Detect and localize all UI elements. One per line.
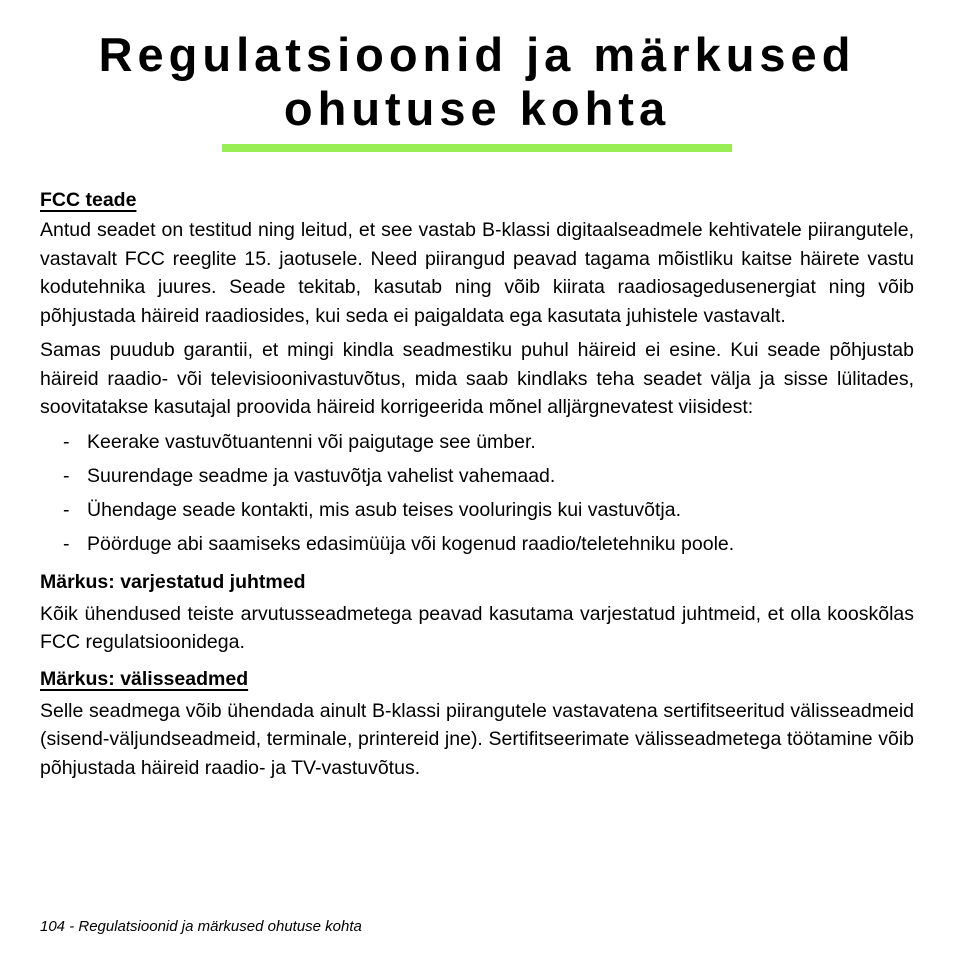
list-item [40, 496, 914, 530]
list-item [40, 530, 914, 564]
list-item-text: Suurendage seadme ja vastuvõtja vahelist vahemaad. [87, 464, 556, 487]
shielded-cables-heading: Märkus: varjestatud juhtmed [40, 570, 306, 593]
fcc-notice-paragraph-2: Samas puudub garantii, et mingi kindla seadmestiku puhul häireid ei esine. Kui seade põhjustab häireid raadio- või televisioonivastuvõtus, mida saab kindlaks teha seadet välja ja sisse lülitades, soovitatakse kasutajal proovida häireid korrigeerida mõnel alljärgnevatest viisidest: [40, 339, 914, 418]
list-marker: - [63, 464, 70, 487]
page-title-line-2: ohutuse kohta [283, 82, 671, 135]
title-accent-rule [222, 144, 732, 152]
fcc-notice-heading: FCC teade [40, 189, 137, 211]
document-body [40, 186, 914, 788]
page-title-line-1: Regulatsioonid ja märkused [98, 28, 856, 81]
list-item [40, 462, 914, 496]
page-footer: 104 - Regulatsioonid ja märkused ohutuse kohta [40, 918, 362, 935]
remedy-list [40, 428, 914, 564]
list-item-text: Ühendage seade kontakti, mis asub teises vooluringis kui vastuvõtja. [87, 498, 681, 521]
list-marker: - [63, 430, 70, 453]
list-marker: - [63, 532, 70, 555]
fcc-notice-paragraph-1: Antud seadet on testitud ning leitud, et see vastab B-klassi digitaalseadmele kehtivatele piirangutele, vastavalt FCC reeglite 15. jaotusele. Need piirangud peavad tagama mõistliku kaitse häirete vastu kodutehnika juures. Seade tekitab, kasutab ning võib kiirata raadiosagedusenergiat ning võib põhjustada häireid raadiosides, kui seda ei paigaldata ega kasutata juhistele vastavalt. [40, 219, 914, 327]
shielded-cables-paragraph: Kõik ühendused teiste arvutusseadmetega peavad kasutama varjestatud juhtmeid, et olla kooskõlas FCC regulatsioonidega. [40, 602, 914, 653]
peripherals-paragraph: Selle seadmega võib ühendada ainult B-klassi piirangutele vastavatena sertifitseeritud välisseadmeid (sisend-väljundseadmeid, terminale, printereid jne). Sertifitseerimate välisseadmetega töötamine võib põhjustada häireid raadio- ja TV-vastuvõtus. [40, 699, 914, 779]
peripherals-heading: Märkus: välisseadmed [40, 667, 249, 690]
list-item-text: Keerake vastuvõtuantenni või paigutage see ümber. [87, 430, 536, 453]
list-item-text: Pöörduge abi saamiseks edasimüüja või kogenud raadio/teletehniku poole. [87, 532, 735, 555]
page-title [0, 28, 954, 136]
list-marker: - [63, 498, 70, 521]
list-item [40, 428, 914, 462]
